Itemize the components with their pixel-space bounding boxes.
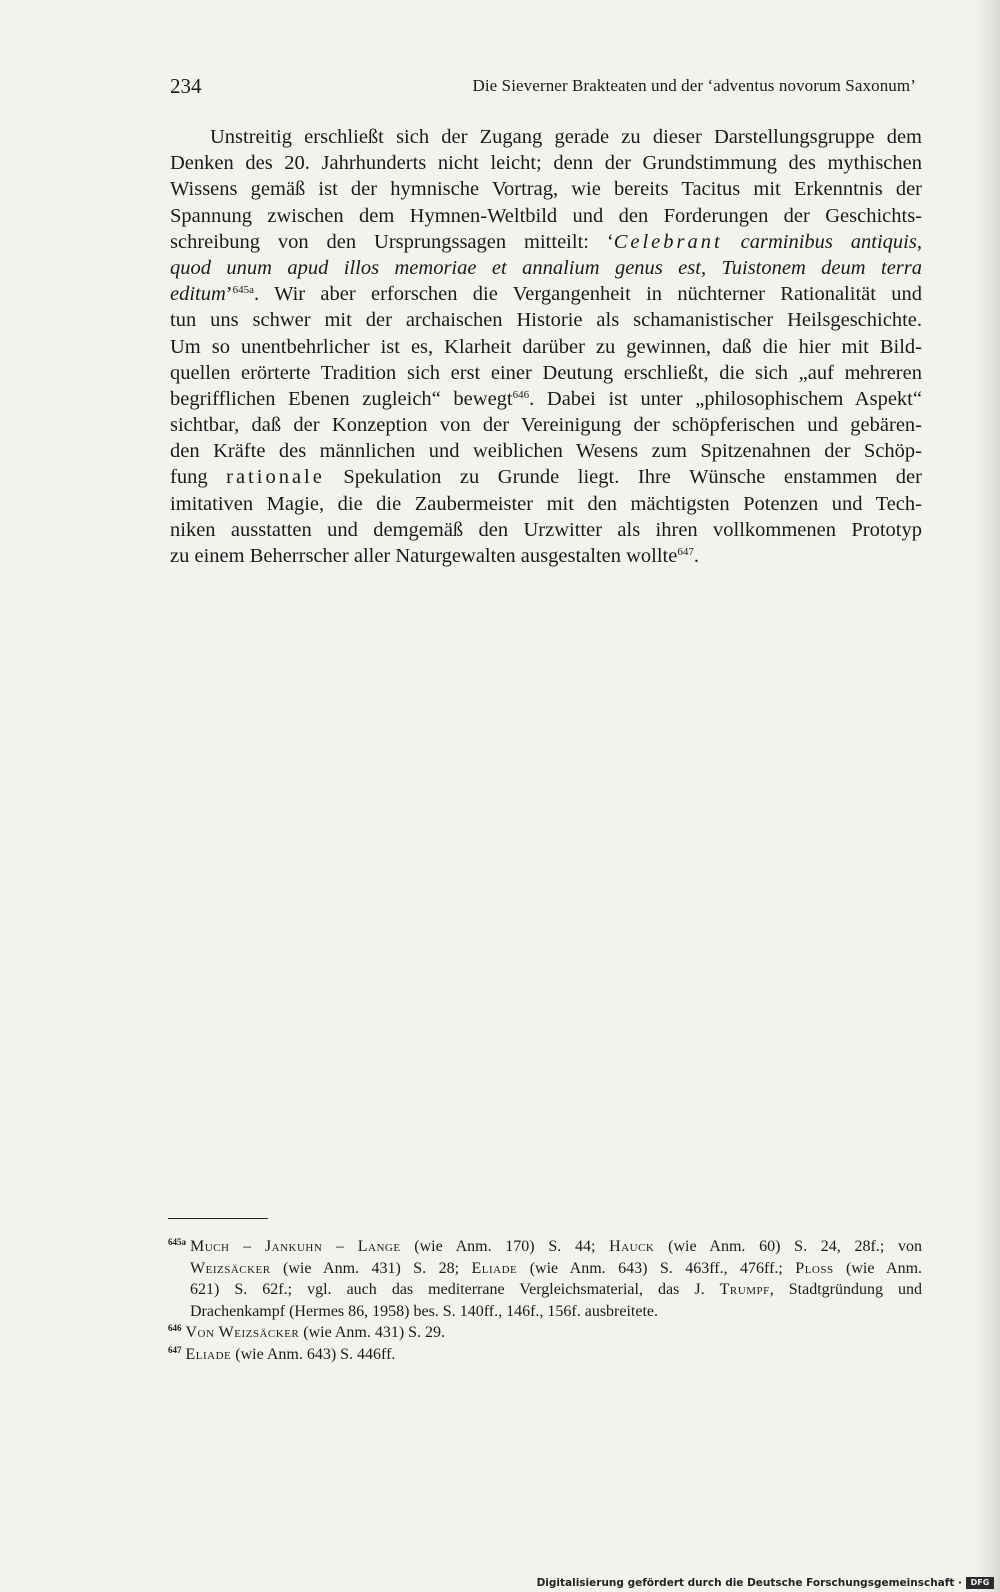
text-line: sichtbar, daß der Konzeption von der Vereinigung der schöpferischen und gebären- bbox=[170, 414, 922, 437]
text-line: schreibung von den Ursprungssagen mitteilt: ‘Celebrant carminibus antiquis, bbox=[170, 230, 922, 253]
digitization-footer bbox=[0, 1574, 1000, 1592]
text-line: Unstreitig erschließt sich der Zugang gerade zu dieser Darstellungsgruppe dem bbox=[210, 126, 922, 148]
text-line: begrifflichen Ebenen zugleich“ bewegt$^{646}$. Dabei ist unter „philosophischem Aspekt“ bbox=[170, 387, 922, 410]
page-spine-shadow bbox=[974, 0, 1000, 1592]
text-line: niken ausstatten und demgemäß den Urzwitter als ihren vollkommenen Prototyp bbox=[170, 518, 922, 541]
body-paragraph bbox=[170, 124, 922, 569]
dfg-credit-text: Digitalisierung gefördert durch die Deutsche Forschungsgemeinschaft · bbox=[536, 1577, 962, 1589]
footnote-line: $^{645a}$ Much – Jankuhn – Lange (wie Anm. 170) S. 44; Hauck (wie Anm. 60) S. 24, 28f.; von bbox=[168, 1237, 922, 1255]
text-line: Spannung zwischen dem Hymnen-Weltbild und den Forderungen der Geschichts- bbox=[170, 204, 922, 227]
text-line: tun uns schwer mit der archaischen Historie als schamanistischer Heilsgeschichte. bbox=[170, 309, 922, 332]
footnote-647 bbox=[168, 1344, 922, 1366]
text-line: Wissens gemäß ist der hymnische Vortrag, wie bereits Tacitus mit Erkenntnis der bbox=[170, 178, 922, 201]
text-line: Denken des 20. Jahrhunderts nicht leicht; denn der Grundstimmung des mythischen bbox=[170, 152, 922, 175]
text-line: quod unum apud illos memoriae et annalium genus est, Tuistonem deum terra bbox=[170, 256, 922, 279]
text-line: fung rationale Spekulation zu Grunde liegt. Ihre Wünsche enstammen der bbox=[170, 466, 922, 489]
footnote-line: $^{646}$ Von Weizsäcker (wie Anm. 431) S. 29. bbox=[168, 1323, 446, 1341]
footnote-mark: 646 bbox=[168, 1323, 182, 1333]
spaced-word: rationale bbox=[226, 466, 325, 489]
footnote-line: Weizsäcker (wie Anm. 431) S. 28; Eliade (wie Anm. 643) S. 463ff., 476ff.; Ploss (wie Anm. bbox=[190, 1259, 922, 1277]
footnote-mark: 645a bbox=[168, 1237, 186, 1247]
text-line: den Kräfte des männlichen und weiblichen Wesens zum Spitzenahnen der Schöp- bbox=[170, 440, 922, 463]
footnote-ref[interactable]: 647 bbox=[677, 546, 694, 558]
dfg-logo-icon[interactable]: DFG bbox=[966, 1577, 994, 1589]
page-number: 234 bbox=[170, 74, 202, 98]
footnote-645a bbox=[168, 1236, 922, 1322]
footnote-line: 621) S. 62f.; vgl. auch das mediterrane Vergleichsmaterial, das J. Trumpf, Stadtgründung und bbox=[190, 1281, 922, 1298]
footnote-ref[interactable]: 646 bbox=[512, 388, 530, 401]
footnote-rule bbox=[168, 1218, 268, 1219]
footnote-ref[interactable]: 645a bbox=[232, 284, 255, 297]
spaced-italic-word: Celebrant bbox=[613, 230, 723, 253]
text-line: imitativen Magie, die die Zaubermeister mit den mächtigsten Potenzen und Tech- bbox=[170, 492, 922, 515]
running-title: Die Sieverner Brakteaten und der ‘adventus novorum Saxonum’ bbox=[472, 76, 916, 95]
text-line: Um so unentbehrlicher ist es, Klarheit darüber zu gewinnen, daß die hier mit Bild- bbox=[170, 335, 922, 358]
footnote-mark: 647 bbox=[168, 1344, 182, 1355]
text-line: zu einem Beherrscher aller Naturgewalten ausgestalten wollte$^{647}$. bbox=[170, 545, 699, 567]
footnote-line: $^{647}$ Eliade (wie Anm. 643) S. 446ff. bbox=[168, 1344, 396, 1363]
footnote-line: Drachenkampf (Hermes 86, 1958) bes. S. 140ff., 146f., 156f. ausbreitete. bbox=[190, 1302, 659, 1320]
text-line: editum’$^{645a}$. Wir aber erforschen die Vergangenheit in nüchterner Rationalität und bbox=[170, 283, 922, 306]
footnotes bbox=[168, 1236, 922, 1365]
footnote-646 bbox=[168, 1322, 922, 1344]
running-head bbox=[170, 74, 922, 104]
text-line: quellen erörterte Tradition sich erst einer Deutung erschließt, die sich „auf mehreren bbox=[170, 361, 922, 384]
